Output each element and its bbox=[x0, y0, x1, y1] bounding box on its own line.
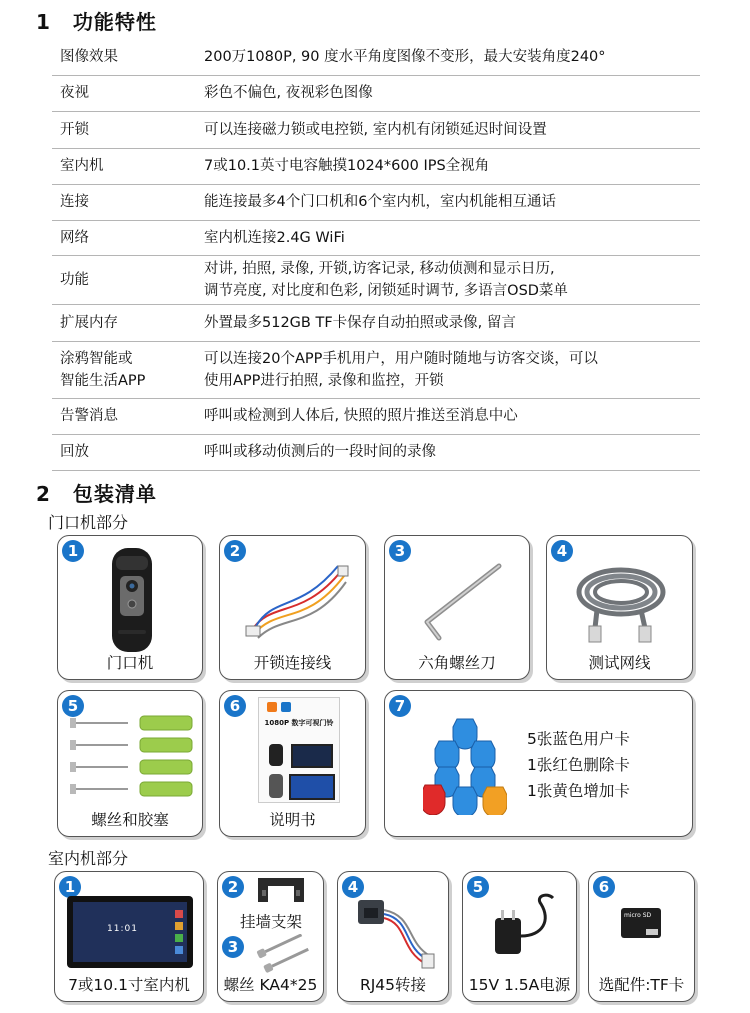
item-hex-key bbox=[384, 535, 530, 680]
item-label: 门口机 bbox=[106, 654, 154, 672]
rj45-adapter-image bbox=[352, 890, 438, 974]
item-tf-card bbox=[588, 871, 695, 1002]
item-number-badge: 3 bbox=[389, 540, 411, 562]
door-part-title: 门口机部分 bbox=[48, 513, 129, 532]
manual-monitor-icon bbox=[289, 774, 335, 800]
item-label: 螺丝 KA4*25 bbox=[223, 976, 318, 994]
spec-key: 网络 bbox=[52, 220, 194, 255]
card-line: 5张蓝色用户卡 bbox=[527, 730, 630, 748]
item-unlock-cable bbox=[219, 535, 366, 680]
item-label: 螺丝和胶塞 bbox=[91, 811, 169, 829]
item-number-badge: 5 bbox=[467, 876, 489, 898]
brand-logo-icon bbox=[267, 702, 277, 712]
manual-door-station-icon bbox=[269, 744, 283, 766]
item-label: 开锁连接线 bbox=[253, 654, 332, 672]
screws-anchors-image bbox=[68, 713, 196, 805]
section-2-number: 2 bbox=[36, 482, 51, 506]
item-rj45-adapter bbox=[337, 871, 449, 1002]
network-cable-image bbox=[573, 556, 669, 646]
app-icon bbox=[175, 910, 183, 918]
section-2-title bbox=[36, 478, 157, 507]
spec-row bbox=[52, 255, 700, 304]
item-number-badge: 6 bbox=[593, 876, 615, 898]
spec-row bbox=[52, 184, 700, 220]
tf-card-image bbox=[621, 908, 661, 938]
app-icon bbox=[175, 934, 183, 942]
card-line: 1张红色删除卡 bbox=[527, 756, 630, 774]
item-screws-anchors bbox=[57, 690, 203, 837]
section-1-title bbox=[36, 6, 157, 35]
spec-row bbox=[52, 148, 700, 184]
spec-key: 功能 bbox=[52, 255, 194, 304]
item-number-badge: 1 bbox=[59, 876, 81, 898]
app-icon bbox=[175, 922, 183, 930]
item-number-badge: 2 bbox=[224, 540, 246, 562]
spec-value-line: 可以连接20个APP手机用户，用户随时随地与访客交谈，可以 bbox=[204, 350, 598, 367]
section-2-text: 包装清单 bbox=[72, 482, 157, 506]
door-station-image bbox=[106, 546, 158, 654]
spec-value: 室内机连接2.4G WiFi bbox=[194, 220, 700, 255]
indoor-monitor-image bbox=[67, 896, 193, 968]
item-test-cable bbox=[546, 535, 693, 680]
tf-card-contacts bbox=[646, 929, 658, 935]
item-label: RJ45转接 bbox=[359, 976, 427, 994]
item-wall-bracket-screws bbox=[217, 871, 324, 1002]
spec-key bbox=[52, 341, 194, 398]
spec-key: 扩展内存 bbox=[52, 304, 194, 341]
item-door-station bbox=[57, 535, 203, 680]
item-number-badge: 2 bbox=[222, 876, 244, 898]
spec-key: 告警消息 bbox=[52, 398, 194, 434]
spec-value: 可以连接磁力锁或电控锁, 室内机有闭锁延迟时间设置 bbox=[194, 111, 700, 148]
item-indoor-monitor bbox=[54, 871, 204, 1002]
spec-row bbox=[52, 111, 700, 148]
spec-value bbox=[194, 255, 700, 304]
spec-value: 呼叫或检测到人体后, 快照的照片推送至消息中心 bbox=[194, 398, 700, 434]
item-label: 测试网线 bbox=[588, 654, 651, 672]
spec-row bbox=[52, 398, 700, 434]
spec-row bbox=[52, 40, 700, 75]
spec-value: 外置最多512GB TF卡保存自动拍照或录像, 留言 bbox=[194, 304, 700, 341]
spec-key: 连接 bbox=[52, 184, 194, 220]
spec-key-line: 智能生活APP bbox=[60, 372, 146, 389]
spec-row bbox=[52, 220, 700, 255]
hex-key-image bbox=[407, 560, 507, 644]
spec-value bbox=[194, 341, 700, 398]
item-label: 六角螺丝刀 bbox=[418, 654, 496, 672]
item-number-badge: 7 bbox=[389, 695, 411, 717]
spec-key: 图像效果 bbox=[52, 40, 194, 75]
item-label: 说明书 bbox=[269, 811, 316, 829]
monitor-screen-time: 11:01 bbox=[107, 924, 138, 934]
spec-key: 开锁 bbox=[52, 111, 194, 148]
manual-image bbox=[258, 697, 340, 803]
manual-monitor-icon bbox=[291, 744, 333, 768]
spec-row bbox=[52, 304, 700, 341]
manual-door-station-icon bbox=[269, 774, 283, 798]
spec-key: 室内机 bbox=[52, 148, 194, 184]
item-number-badge: 4 bbox=[551, 540, 573, 562]
item-number-badge: 5 bbox=[62, 695, 84, 717]
spec-value-line: 使用APP进行拍照, 录像和监控，开锁 bbox=[204, 372, 444, 389]
spec-key-line: 涂鸦智能或 bbox=[60, 350, 133, 367]
item-number-badge: 6 bbox=[224, 695, 246, 717]
indoor-part-title: 室内机部分 bbox=[48, 849, 129, 868]
item-number-badge: 3 bbox=[222, 936, 244, 958]
item-power-adapter bbox=[462, 871, 577, 1002]
wall-bracket-image bbox=[254, 874, 308, 906]
spec-key: 回放 bbox=[52, 434, 194, 470]
rfid-tags-image bbox=[423, 715, 507, 815]
app-icon bbox=[175, 946, 183, 954]
spec-value: 7或10.1英寸电容触摸1024*600 IPS全视角 bbox=[194, 148, 700, 184]
item-label: 挂墙支架 bbox=[240, 913, 303, 931]
card-line: 1张黄色增加卡 bbox=[527, 782, 630, 800]
spec-value-line: 调节亮度, 对比度和色彩, 闭锁延时调节, 多语言OSD菜单 bbox=[204, 282, 568, 299]
item-manual bbox=[219, 690, 366, 837]
spec-row bbox=[52, 434, 700, 470]
spec-key: 夜视 bbox=[52, 75, 194, 111]
spec-value-line: 对讲, 拍照, 录像, 开锁,访客记录, 移动侦测和显示日历, bbox=[204, 260, 555, 277]
tf-card-text: micro SD bbox=[624, 912, 652, 919]
section-1-text: 功能特性 bbox=[72, 10, 157, 34]
spec-row bbox=[52, 341, 700, 398]
item-number-badge: 4 bbox=[342, 876, 364, 898]
brand-logo-icon bbox=[281, 702, 291, 712]
spec-table bbox=[52, 40, 700, 471]
spec-row bbox=[52, 75, 700, 111]
manual-header-text: 1080P 数字可视门铃 bbox=[264, 719, 334, 727]
section-1-number: 1 bbox=[36, 10, 51, 34]
cable-image bbox=[242, 560, 350, 642]
item-label: 选配件:TF卡 bbox=[598, 976, 685, 994]
spec-value: 彩色不偏色, 夜视彩色图像 bbox=[194, 75, 700, 111]
spec-value: 呼叫或移动侦测后的一段时间的录像 bbox=[194, 434, 700, 470]
item-label: 15V 1.5A电源 bbox=[468, 976, 571, 994]
monitor-screen bbox=[73, 902, 187, 962]
screws-image bbox=[254, 934, 314, 974]
item-label: 7或10.1寸室内机 bbox=[68, 976, 190, 994]
item-number-badge: 1 bbox=[62, 540, 84, 562]
spec-value: 200万1080P, 90 度水平角度图像不变形，最大安装角度240° bbox=[194, 40, 700, 75]
item-rfid-cards bbox=[384, 690, 693, 837]
spec-value: 能连接最多4个门口机和6个室内机，室内机能相互通话 bbox=[194, 184, 700, 220]
power-adapter-image bbox=[481, 890, 561, 974]
